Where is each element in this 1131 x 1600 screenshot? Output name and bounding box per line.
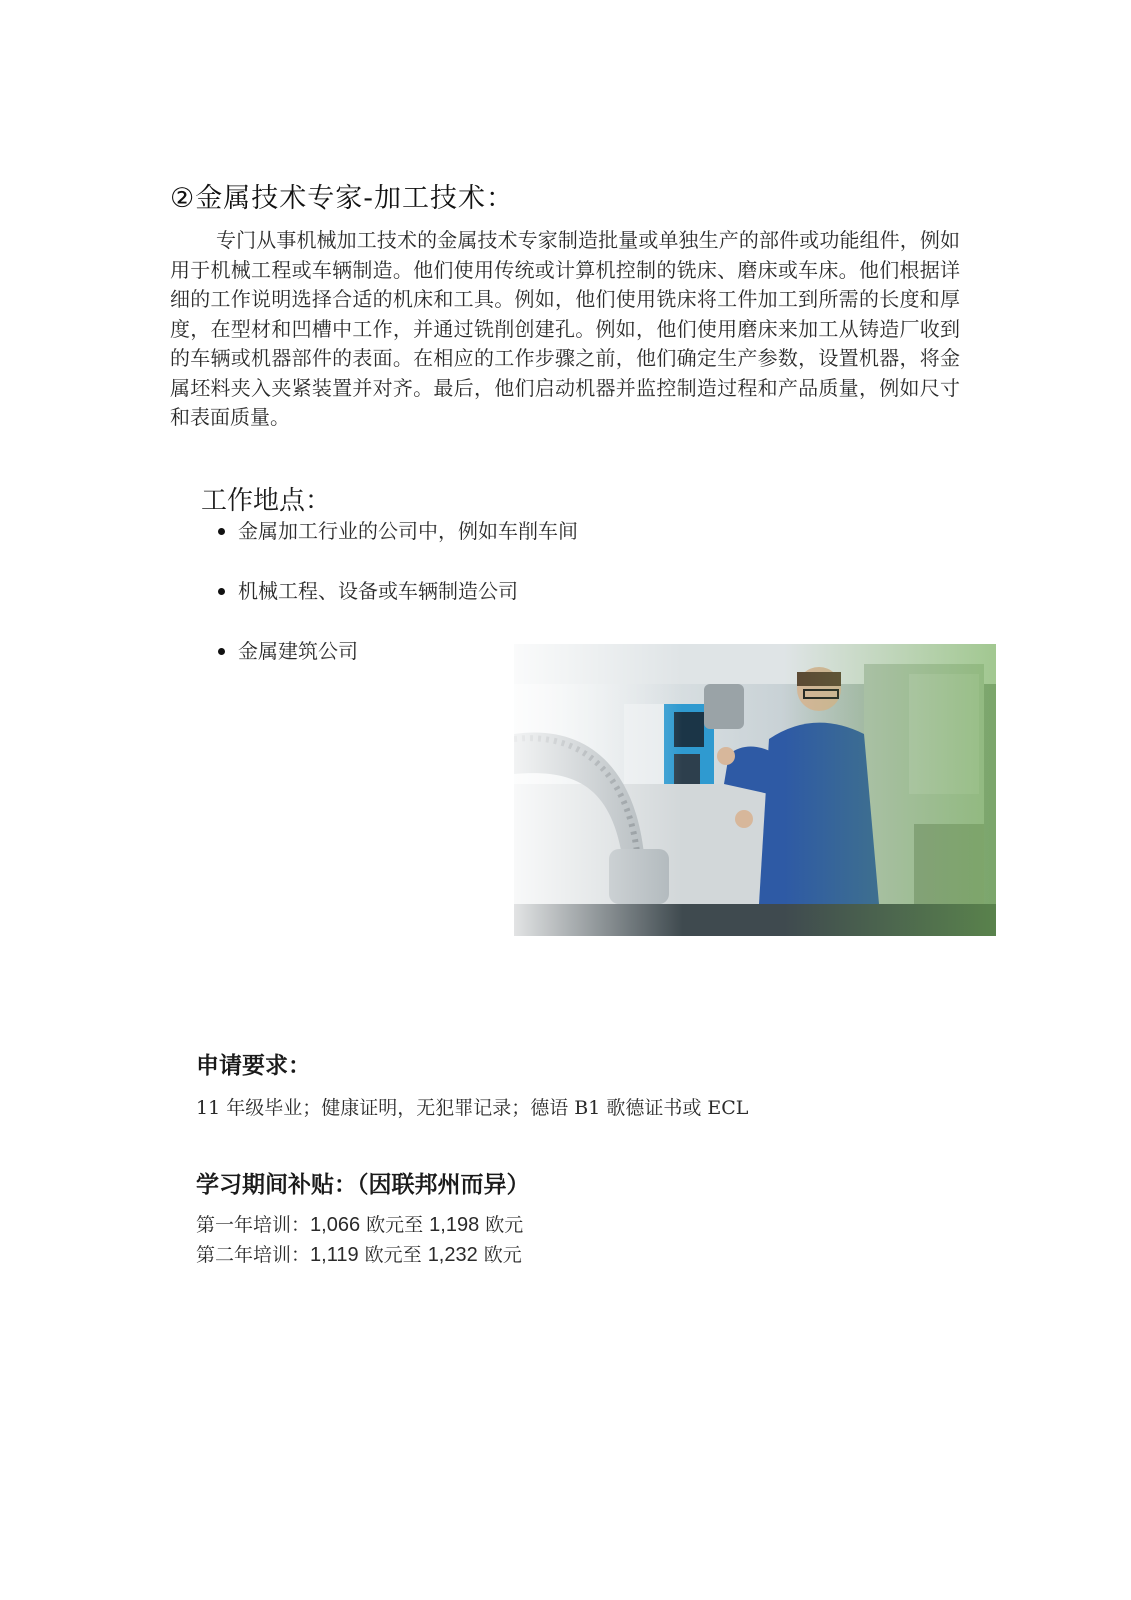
currency-unit: 欧元: [479, 1214, 524, 1236]
amount-from: 1,119: [310, 1244, 359, 1266]
machinist-photo: [514, 644, 996, 936]
currency-unit: 欧元: [477, 1244, 522, 1266]
workplace-label: 金属加工行业的公司中，例如车削车间: [238, 519, 578, 543]
allowance-row-year1: [196, 1210, 523, 1237]
list-item: [218, 519, 578, 579]
amount-from: 1,066: [310, 1214, 361, 1236]
intro-paragraph: 专门从事机械加工技术的金属技术专家制造批量或单独生产的部件或功能组件，例如用于机械工程或车辆制造。他们使用传统或计算机控制的铣床、磨床或车床。他们根据详细的工作说明选择合适的机床和工具。例如，他们使用铣床将工件加工到所需的长度和厚度，在型材和凹槽中工作，并通过铣削创建孔。例如，他们使用磨床来加工从铸造厂收到的车辆或机器部件的表面。在相应的工作步骤之前，他们确定生产参数，设置机器，将金属坯料夹入夹紧装置并对齐。最后，他们启动机器并监控制造过程和产品质量，例如尺寸和表面质量。: [170, 228, 960, 429]
bullet-icon: [218, 528, 225, 535]
bullet-icon: [218, 588, 225, 595]
workplace-label: 机械工程、设备或车辆制造公司: [238, 579, 518, 603]
list-item: [218, 579, 578, 639]
workplaces-heading: 工作地点：: [201, 486, 332, 516]
allowance-row-year2: [196, 1240, 522, 1267]
bullet-icon: [218, 648, 225, 655]
amount-sep: 欧元至: [360, 1214, 430, 1236]
year-label: 第一年培训：: [196, 1214, 311, 1236]
year-label: 第二年培训：: [196, 1244, 311, 1266]
amount-to: 1,198: [429, 1214, 480, 1236]
workplace-label: 金属建筑公司: [238, 639, 358, 663]
amount-to: 1,232: [427, 1244, 478, 1266]
section-title: ②金属技术专家-加工技术：: [170, 183, 514, 214]
requirements-heading: 申请要求：: [196, 1053, 311, 1079]
requirements-text: 11 年级毕业；健康证明，无犯罪记录；德语 B1 歌德证书或 ECL: [196, 1097, 749, 1119]
allowance-heading: 学习期间补贴：（因联邦州而异）: [196, 1172, 530, 1198]
amount-sep: 欧元至: [358, 1244, 428, 1266]
